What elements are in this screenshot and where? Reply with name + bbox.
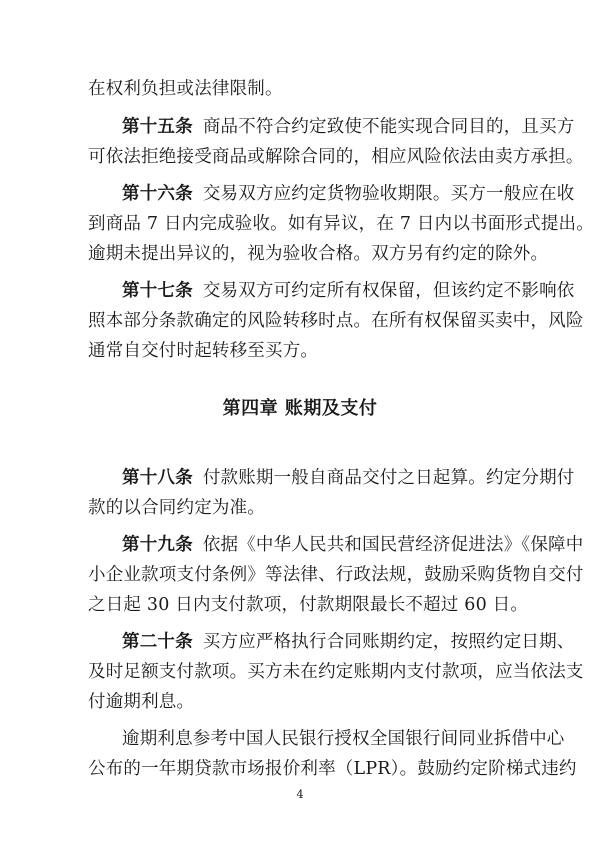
paragraph-text: 交易双方可约定所有权保留，但该约定不影响依 [202, 281, 575, 301]
article-17-line-1 [122, 279, 575, 303]
paragraph-line: 可依法拒绝接受商品或解除合同的，相应风险依法由卖方承担。 [88, 147, 584, 167]
paragraph-text: 买方应严格执行合同账期约定，按照约定日期、 [202, 632, 575, 652]
paragraph-line: 通常自交付时起转移至买方。 [88, 341, 319, 361]
paragraph-text: 交易双方应约定货物验收期限。买方一般应在收 [202, 184, 575, 204]
article-number: 第十八条 [122, 468, 193, 488]
paragraph-line: 付逾期利息。 [88, 692, 195, 712]
article-number: 第十六条 [122, 184, 193, 204]
paragraph-line: 之日起 30 日内支付款项，付款期限最长不超过 60 日。 [88, 595, 529, 615]
article-20-line-1 [122, 630, 575, 654]
paragraph-line: 逾期利息参考中国人民银行授权全国银行间同业拆借中心 [122, 729, 565, 749]
paragraph-text: 依据《中华人民共和国民营经济促进法》《保障中 [202, 535, 584, 555]
paragraph-line: 逾期未提出异议的，视为验收合格。双方另有约定的除外。 [88, 244, 549, 264]
article-number: 第二十条 [122, 632, 193, 652]
article-19-line-1 [122, 533, 584, 557]
paragraph-line: 到商品 7 日内完成验收。如有异议，在 7 日内以书面形式提出。 [88, 214, 594, 234]
article-15-line-1 [122, 115, 575, 139]
paragraph-text: 付款账期一般自商品交付之日起算。约定分期付 [202, 468, 575, 488]
chapter-heading: 第四章 账期及支付 [222, 398, 378, 419]
paragraph-line: 小企业款项支付条例》等法律、行政法规，鼓励采购货物自交付 [88, 565, 584, 585]
paragraph-text: 商品不符合约定致使不能实现合同目的，且买方 [202, 117, 575, 137]
article-18-line-1 [122, 466, 575, 490]
paragraph-line: 在权利负担或法律限制。 [88, 79, 283, 99]
article-number: 第十九条 [122, 535, 193, 555]
paragraph-line: 款的以合同约定为准。 [88, 498, 265, 518]
article-number: 第十七条 [122, 281, 193, 301]
paragraph-line: 及时足额支付款项。买方未在约定账期内支付款项，应当依法支 [88, 662, 584, 682]
paragraph-line: 公布的一年期贷款市场报价利率（LPR）。鼓励约定阶梯式违约 [88, 759, 577, 779]
article-16-line-1 [122, 182, 575, 206]
paragraph-line: 照本部分条款确定的风险转移时点。在所有权保留买卖中，风险 [88, 311, 584, 331]
article-number: 第十五条 [122, 117, 193, 137]
page-number: 4 [296, 788, 304, 801]
